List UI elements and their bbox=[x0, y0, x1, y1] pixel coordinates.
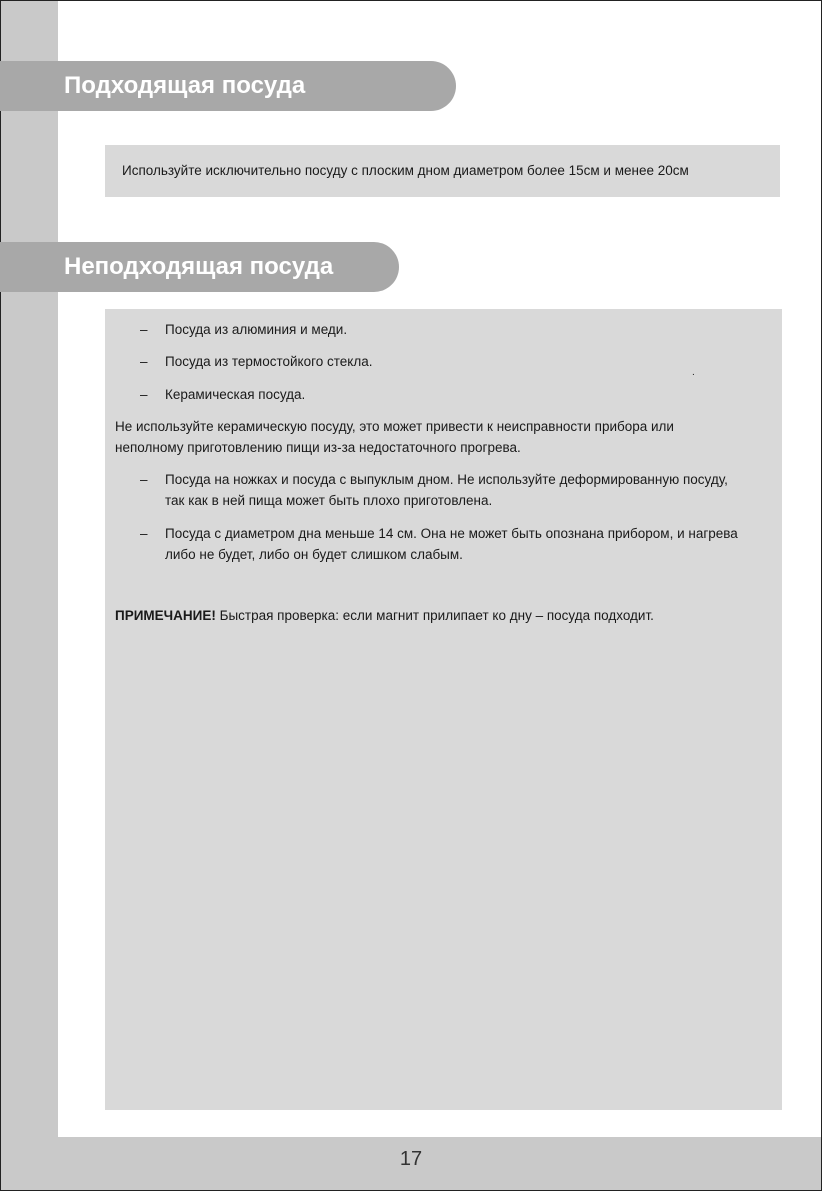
list-bullet: – bbox=[140, 322, 148, 337]
suitable-cookware-box bbox=[105, 145, 780, 197]
note-text: Быстрая проверка: если магнит прилипает ко дну – посуда подходит. bbox=[215, 608, 654, 623]
note-paragraph bbox=[115, 605, 745, 626]
section-title-unsuitable: Неподходящая посуда bbox=[0, 242, 399, 292]
unsuitable-cookware-box bbox=[105, 309, 782, 1110]
list-item-line: так как в ней пища может быть плохо приготовлена. bbox=[165, 493, 493, 508]
section-title-suitable: Подходящая посуда bbox=[0, 61, 456, 111]
ceramic-warning-paragraph bbox=[115, 416, 745, 458]
list-bullet: – bbox=[140, 526, 148, 541]
note-label: ПРИМЕЧАНИЕ! bbox=[115, 608, 216, 623]
suitable-cookware-text: Используйте исключительно посуду с плоским дном диаметром более 15см и менее 20см bbox=[122, 163, 689, 178]
list-item-text: Посуда из термостойкого стекла. bbox=[165, 354, 373, 369]
stray-mark: . bbox=[692, 367, 695, 378]
left-margin-band bbox=[1, 1, 58, 1190]
list-item-line: Посуда на ножках и посуда с выпуклым дном. Не используйте деформированную посуду, bbox=[165, 472, 728, 487]
list-item-text bbox=[165, 469, 777, 511]
ceramic-warning-line: неполному приготовлению пищи из-за недостаточного прогрева. bbox=[115, 440, 521, 455]
list-bullet: – bbox=[140, 354, 148, 369]
list-bullet: – bbox=[140, 472, 148, 487]
list-bullet: – bbox=[140, 387, 148, 402]
page-number: 17 bbox=[399, 1148, 423, 1170]
list-item-line: Посуда с диаметром дна меньше 14 см. Она не может быть опознана прибором, и нагрева bbox=[165, 526, 738, 541]
list-item-line: либо не будет, либо он будет слишком слабым. bbox=[165, 547, 463, 562]
ceramic-warning-line: Не используйте керамическую посуду, это может привести к неисправности прибора или bbox=[115, 419, 674, 434]
list-item-text bbox=[165, 523, 777, 565]
list-item-text: Посуда из алюминия и меди. bbox=[165, 322, 348, 337]
list-item-text: Керамическая посуда. bbox=[165, 387, 306, 402]
